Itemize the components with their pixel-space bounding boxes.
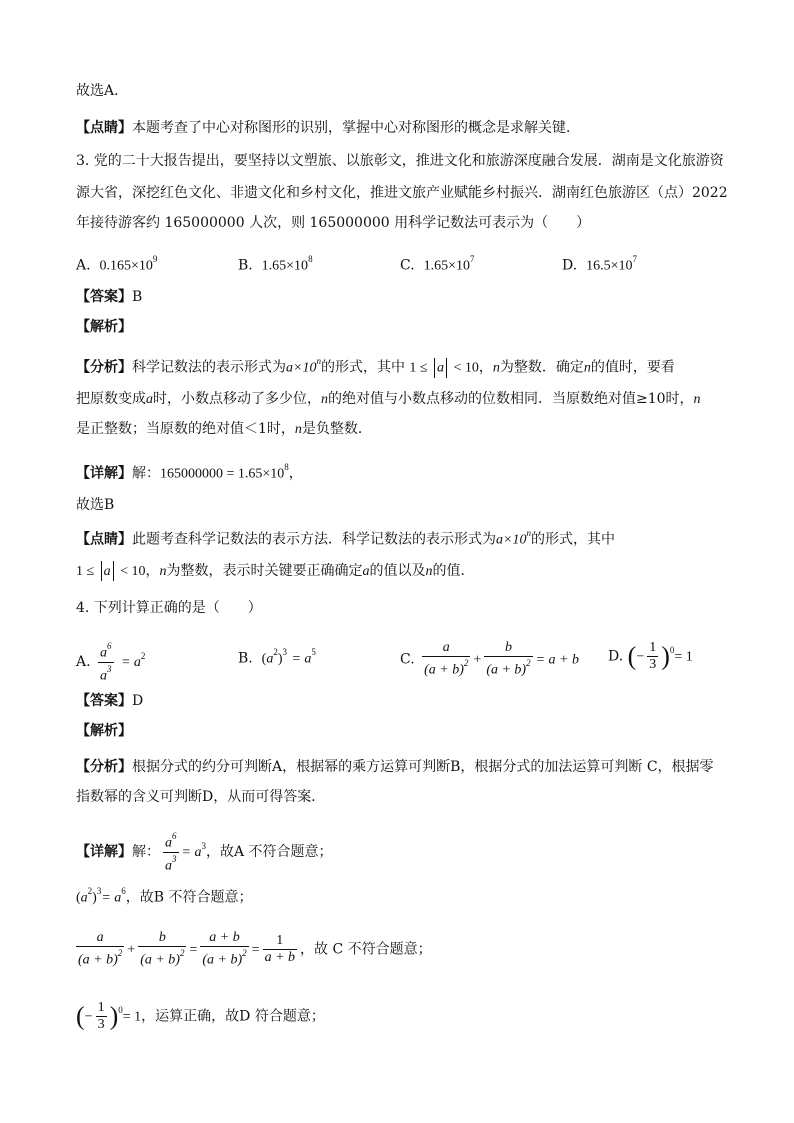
conclusion-line: 故选A． xyxy=(76,83,129,99)
q4-answer: 【答案】D xyxy=(76,693,144,709)
q3-dianjing-line-2: 1 ≤ a < 10，n为整数，表示时关键要正确确定a的值以及n的值． xyxy=(76,563,475,579)
q3-line-1: 3. 党的二十大报告提出，要坚持以文塑旅、以旅彰文，推进文化和旅游深度融合发展．湖南是文化旅游资 xyxy=(76,153,724,169)
q3-line-3: 年接待游客约 165000000 人次，则 165000000 用科学记数法可表示为（ ） xyxy=(76,215,591,231)
q4-analysis-heading: 【解析】 xyxy=(76,723,132,739)
q3-option-d: D. $16.5\times 10^7$ xyxy=(562,254,637,274)
q4-xiangjie-a: 【详解】解： $\frac{a^6}{a^3}$ = $a^3$，故A 不符合题意； xyxy=(76,831,333,874)
q4-option-c: C. $\frac{a}{(a + b)^2}$ + $\frac{b}{(a + b)^2}$ = a + b xyxy=(400,640,579,678)
q3-dianjing-line-1: 【点睛】此题考查科学记数法的表示方法．科学记数法的表示形式为$a\times 10^n$的形式，其中 xyxy=(76,528,615,548)
q3-option-a: A. $0.165\times 10^9$ xyxy=(76,254,158,274)
q4-xiangjie-c: $\frac{a}{(a + b)^2}$ + $\frac{b}{(a + b)^2}$ = $\frac{a + b}{(a + b)^2}$ = $\frac{1}{a + b}$ ，故 C 不符合题意； xyxy=(78,930,432,968)
q3-line-2: 源大省，深挖红色文化、非遗文化和乡村文化，推进文旅产业赋能乡村振兴．湖南红色旅游区（点）2022 xyxy=(76,185,728,201)
q4-fenxi-line-2: 指数幂的含义可判断D，从而可得答案． xyxy=(76,789,326,805)
q3-analysis-heading: 【解析】 xyxy=(76,319,132,335)
q4-stem: 4. 下列计算正确的是（ ） xyxy=(76,600,262,616)
q3-answer: 【答案】B xyxy=(76,289,143,305)
q3-xiangjie: 【详解】解：$165000000 = 1.65\times 10^8$， xyxy=(76,462,303,482)
q3-option-b: B. $1.65\times 10^8$ xyxy=(238,254,313,274)
q3-fenxi-line-2: 把原数变成a时，小数点移动了多少位，n的绝对值与小数点移动的位数相同．当原数绝对值≥10时，n xyxy=(76,391,701,407)
comment-tag: 【点睛】 xyxy=(76,120,132,136)
comment-line: 【点睛】本题考查了中心对称图形的识别，掌握中心对称图形的概念是求解关键． xyxy=(76,120,580,136)
q4-option-b: B. $(a^2)^3 = a^5$ xyxy=(238,647,316,667)
q3-option-c: C. $1.65\times 10^7$ xyxy=(400,254,475,274)
q4-option-d: D. (− $\frac{1}{3}$ )$^0$= 1 xyxy=(608,640,693,672)
q4-fenxi-line-1: 【分析】根据分式的约分可判断A，根据幂的乘方运算可判断B，根据分式的加法运算可判断 C，根据零 xyxy=(76,759,714,775)
q4-option-a: A. $\frac{a^6}{a^3}$ = $a^2$ xyxy=(76,641,146,684)
q4-xiangjie-b: $(a^2)^3= a^6$，故B 不符合题意； xyxy=(76,886,253,906)
q3-fenxi-line-3: 是正整数；当原数的绝对值＜1时，n是负整数． xyxy=(76,421,372,437)
q4-xiangjie-d: (− $\frac{1}{3}$ )$^0$= 1，运算正确，故D 符合题意； xyxy=(76,1000,325,1032)
q3-fenxi-line-1: 【分析】科学记数法的表示形式为$a\times 10^n$的形式，其中 1 ≤ a < 10，n为整数．确定n的值时，要看 xyxy=(76,356,675,376)
q3-conclusion: 故选B xyxy=(76,497,115,513)
